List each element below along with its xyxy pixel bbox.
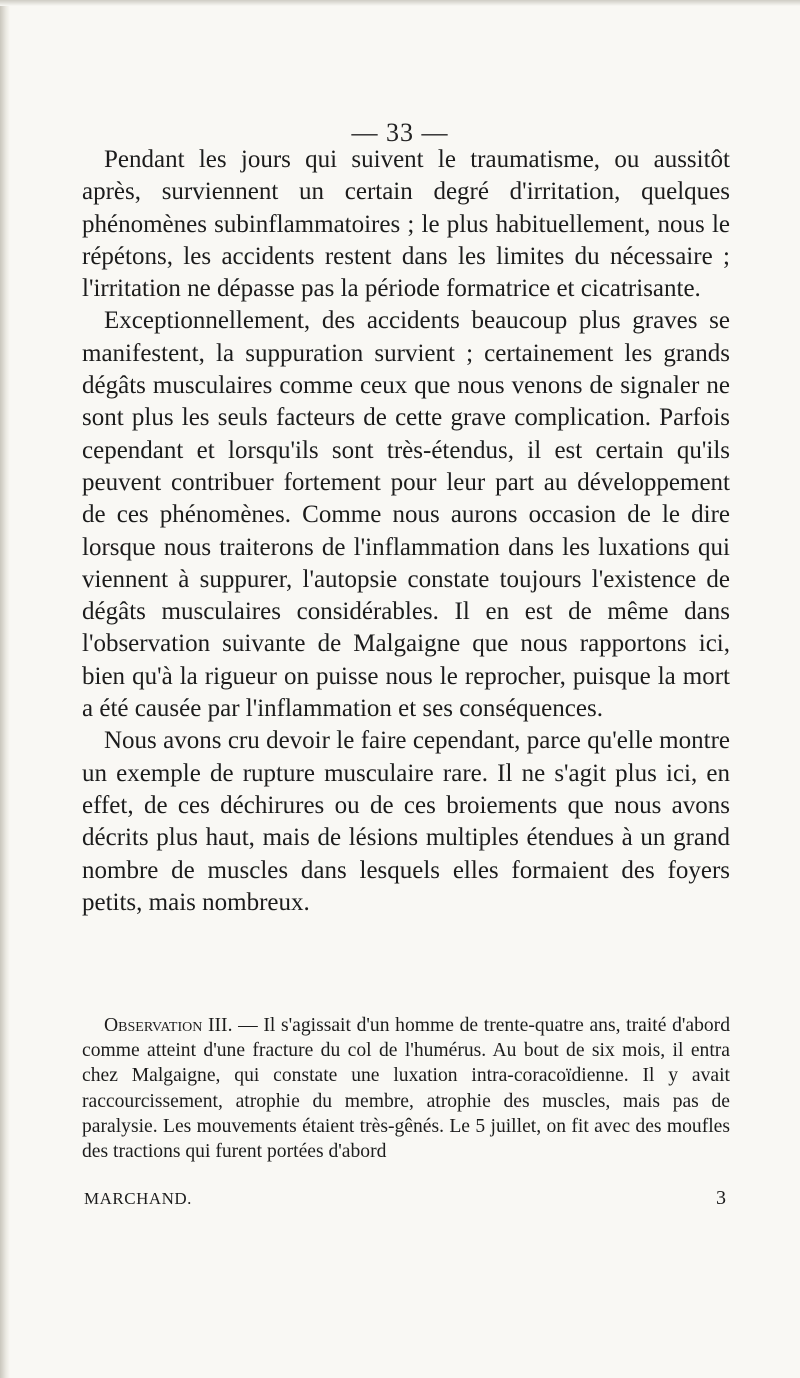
main-text <box>82 144 730 919</box>
page-number-header: — 33 — <box>351 118 449 147</box>
observation-block <box>82 1013 730 1164</box>
page-left-edge-shadow <box>0 0 10 1378</box>
observation-heading: Observation III. <box>104 1015 233 1036</box>
signature-mark: MARCHAND. <box>84 1189 192 1208</box>
paragraph-3: Nous avons cru devoir le faire cependant, parce qu'elle montre un exemple de rupture musculaire rare. Il ne s'agit plus ici, en effet, de ces déchirures ou de ces broiements que nous avons décrits plus haut, mais de lésions multiples étendues à un grand nombre de muscles dans lesquels elles formaient des foyers petits, mais nombreux. <box>82 727 730 916</box>
page-top-edge-shadow <box>0 0 800 6</box>
paragraph-1: Pendant les jours qui suivent le traumatisme, ou aussitôt après, surviennent un certain degré d'irritation, quelques phénomènes subinflammatoires ; le plus habituellement, nous le répétons, les accidents restent dans les limites du nécessaire ; l'irritation ne dépasse pas la période formatrice et cicatrisante. <box>82 146 730 303</box>
sheet-number: 3 <box>716 1187 726 1209</box>
paragraph-2: Exceptionnellement, des accidents beaucoup plus graves se manifestent, la suppuration survient ; certainement les grands dégâts musculaires comme ceux que nous venons de signaler ne sont plus les seuls facteurs de cette grave complication. Parfois cependant et lorsqu'ils sont très-étendus, il est certain qu'ils peuvent contribuer fortement pour leur part au développement de ces phénomènes. Comme nous aurons occasion de le dire lorsque nous traiterons de l'inflammation dans les luxations qui viennent à suppurer, l'autopsie constate toujours l'existence de dégâts musculaires considérables. Il en est de même dans l'observation suivante de Malgaigne que nous rapportons ici, bien qu'à la rigueur on puisse nous le reprocher, puisque la mort a été causée par l'inflammation et ses conséquences. <box>82 307 730 723</box>
observation-text: — Il s'agissait d'un homme de trente-quatre ans, traité d'abord comme atteint d'une fracture du col de l'humérus. Au bout de six mois, il entra chez Malgaigne, qui constate une luxation intra-coracoïdienne. Il y avait raccourcissement, atrophie du membre, atrophie des muscles, mais pas de paralysie. Les mouvements étaient très-gênés. Le 5 juillet, on fit avec des moufles des tractions qui furent portées d'abord <box>82 1015 731 1163</box>
observation-paragraph <box>82 1013 730 1164</box>
